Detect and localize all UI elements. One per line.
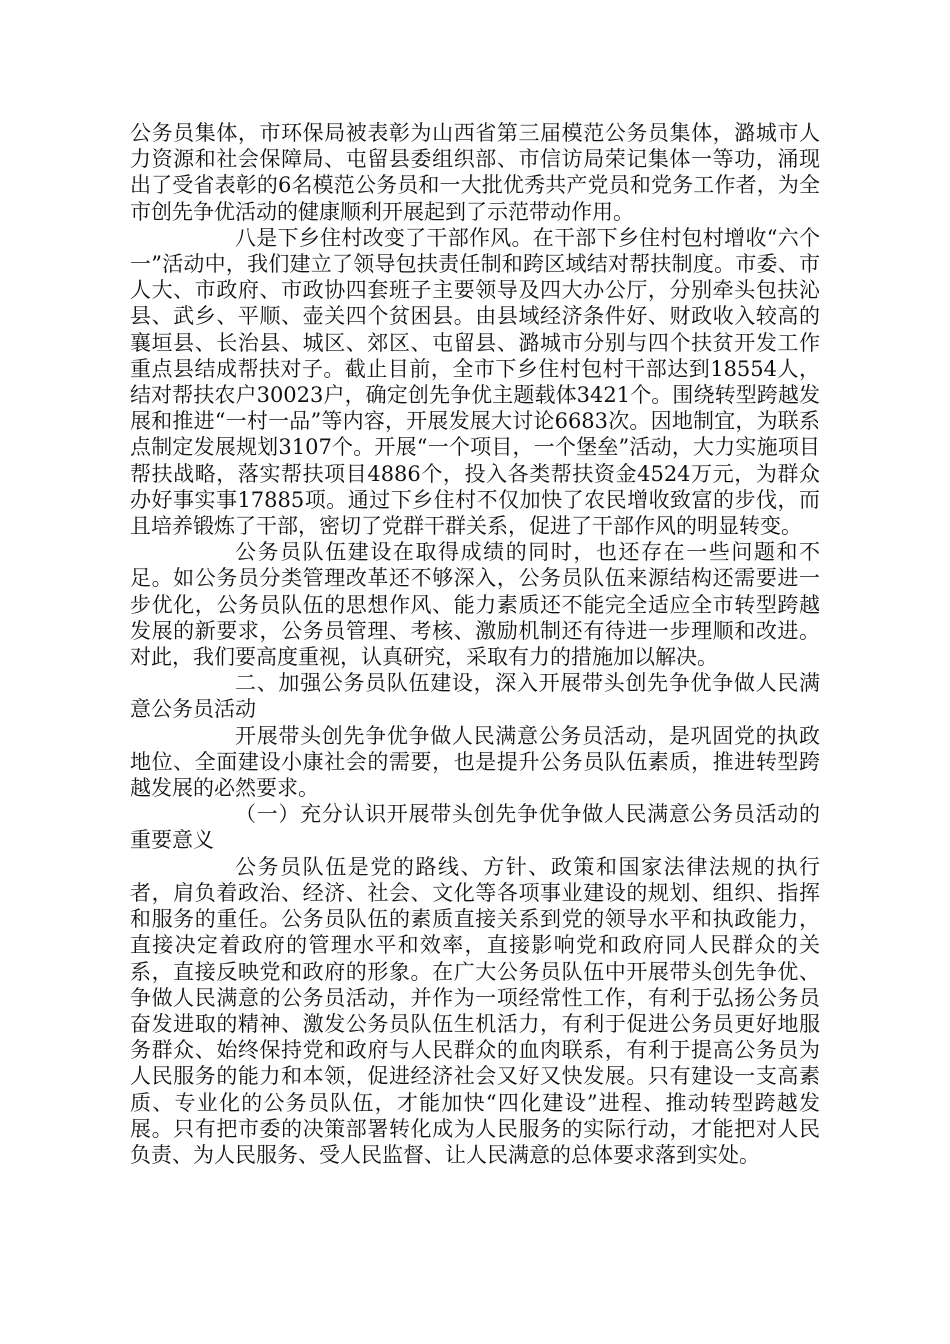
- document-page: [130, 120, 820, 1168]
- paragraph-significance: 公务员队伍是党的路线、方针、政策和国家法律法规的执行者，肩负着政治、经济、社会、文化等各项事业建设的规划、组织、指挥和服务的重任。公务员队伍的素质直接关系到党的领导水平和执政能力，直接决定着政府的管理水平和效率，直接影响党和政府同人民群众的关系，直接反映党和政府的形象。在广大公务员队伍中开展带头创先争优、争做人民满意的公务员活动，并作为一项经常性工作，有利于弘扬公务员奋发进取的精神、激发公务员队伍生机活力，有利于促进公务员更好地服务群众、始终保持党和政府与人民群众的血肉联系，有利于提高公务员为人民服务的能力和本领，促进经济社会又好又快发展。只有建设一支高素质、专业化的公务员队伍，才能加快“四化建设”进程、推动转型跨越发展。只有把市委的决策部署转化成为人民服务的实际行动，才能把对人民负责、为人民服务、受人民监督、让人民满意的总体要求落到实处。: [130, 854, 820, 1167]
- paragraph-section-intro: 开展带头创先争优争做人民满意公务员活动，是巩固党的执政地位、全面建设小康社会的需要，也是提升公务员队伍素质，推进转型跨越发展的必然要求。: [130, 723, 820, 801]
- paragraph-problems: 公务员队伍建设在取得成绩的同时，也还存在一些问题和不足。如公务员分类管理改革还不够深入，公务员队伍来源结构还需要进一步优化，公务员队伍的思想作风、能力素质还不能完全适应全市转型跨越发展的新要求，公务员管理、考核、激励机制还有待进一步理顺和改进。对此，我们要高度重视，认真研究，采取有力的措施加以解决。: [130, 540, 820, 670]
- paragraph-cadre-style: 八是下乡住村改变了干部作风。在干部下乡住村包村增收“六个一”活动中，我们建立了领导包扶责任制和跨区域结对帮扶制度。市委、市人大、市政府、市政协四套班子主要领导及四大办公厅，分别牵头包扶沁县、武乡、平顺、壶关四个贫困县。由县域经济条件好、财政收入较高的襄垣县、长治县、城区、郊区、屯留县、潞城市分别与四个扶贫开发工作重点县结成帮扶对子。截止目前，全市下乡住村包村干部达到18554人，结对帮扶农户30023户，确定创先争优主题载体3421个。围绕转型跨越发展和推进“一村一品”等内容，开展发展大讨论6683次。因地制宜，为联系点制定发展规划3107个。开展“一个项目，一个堡垒”活动，大力实施项目帮扶战略，落实帮扶项目4886个，投入各类帮扶资金4524万元，为群众办好事实事17885项。通过下乡住村不仅加快了农民增收致富的步伐，而且培养锻炼了干部，密切了党群干群关系，促进了干部作风的明显转变。: [130, 225, 820, 539]
- subsection-heading-one: （一）充分认识开展带头创先争优争做人民满意公务员活动的重要意义: [130, 802, 820, 853]
- paragraph-continuation: 公务员集体，市环保局被表彰为山西省第三届模范公务员集体，潞城市人力资源和社会保障局、屯留县委组织部、市信访局荣记集体一等功，涌现出了受省表彰的6名模范公务员和一大批优秀共产党员和党务工作者，为全市创先争优活动的健康顺利开展起到了示范带动作用。: [130, 121, 820, 224]
- section-heading-two: 二、加强公务员队伍建设，深入开展带头创先争优争做人民满意公务员活动: [130, 671, 820, 722]
